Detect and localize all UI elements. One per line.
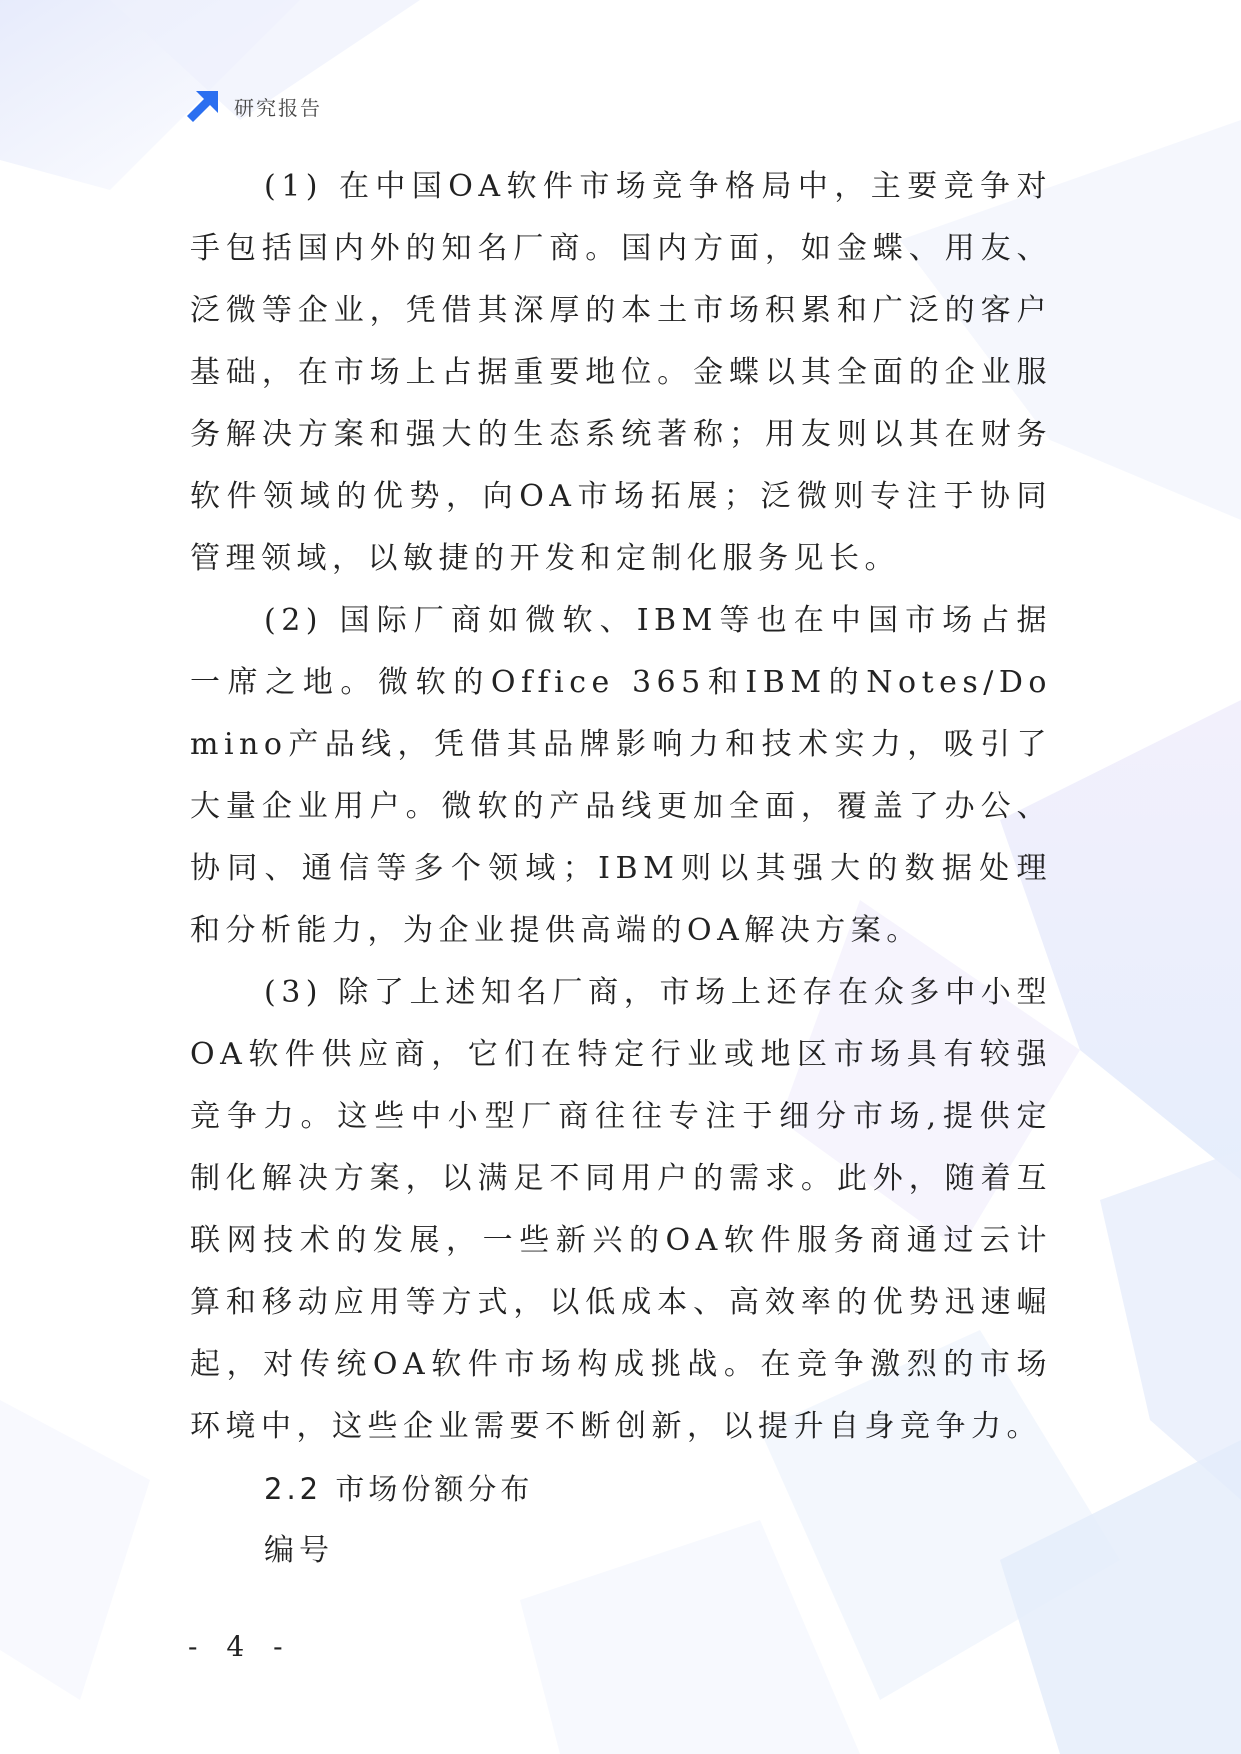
paragraph-1: (1) 在中国OA软件市场竞争格局中，主要竞争对手包括国内外的知名厂商。国内方面，如金蝶、用友、泛微等企业，凭借其深厚的本土市场积累和广泛的客户基础，在市场上占据重要地位。金蝶以其全面的企业服务解决方案和强大的生态系统著称；用友则以其在财务软件领域的优势，向OA市场拓展；泛微则专注于协同管理领域，以敏捷的开发和定制化服务见长。 [190,169,1052,576]
header-title: 研究报告 [234,95,322,120]
page-number: - 4 - [188,1630,293,1663]
number-label: 编号 [264,1533,334,1568]
paragraph-2: (2) 国际厂商如微软、IBM等也在中国市场占据一席之地。微软的Office 365和IBM的Notes/Domino产品线，凭借其品牌影响力和技术实力，吸引了大量企业用户。微软的产品线更加全面，覆盖了办公、协同、通信等多个领域；IBM则以其强大的数据处理和分析能力，为企业提供高端的OA解决方案。 [190,603,1052,948]
paragraph-3: (3) 除了上述知名厂商，市场上还存在众多中小型OA软件供应商，它们在特定行业或地区市场具有较强竞争力。这些中小型厂商往往专注于细分市场,提供定制化解决方案，以满足不同用户的需求。此外，随着互联网技术的发展，一些新兴的OA软件服务商通过云计算和移动应用等方式，以低成本、高效率的优势迅速崛起，对传统OA软件市场构成挑战。在竞争激烈的市场环境中，这些企业需要不断创新，以提升自身竞争力。 [190,975,1052,1444]
report-header [186,88,322,124]
document-body [190,156,1052,1582]
arrow-up-right-icon [186,89,220,123]
section-heading: 2.2 市场份额分布 [264,1472,534,1506]
